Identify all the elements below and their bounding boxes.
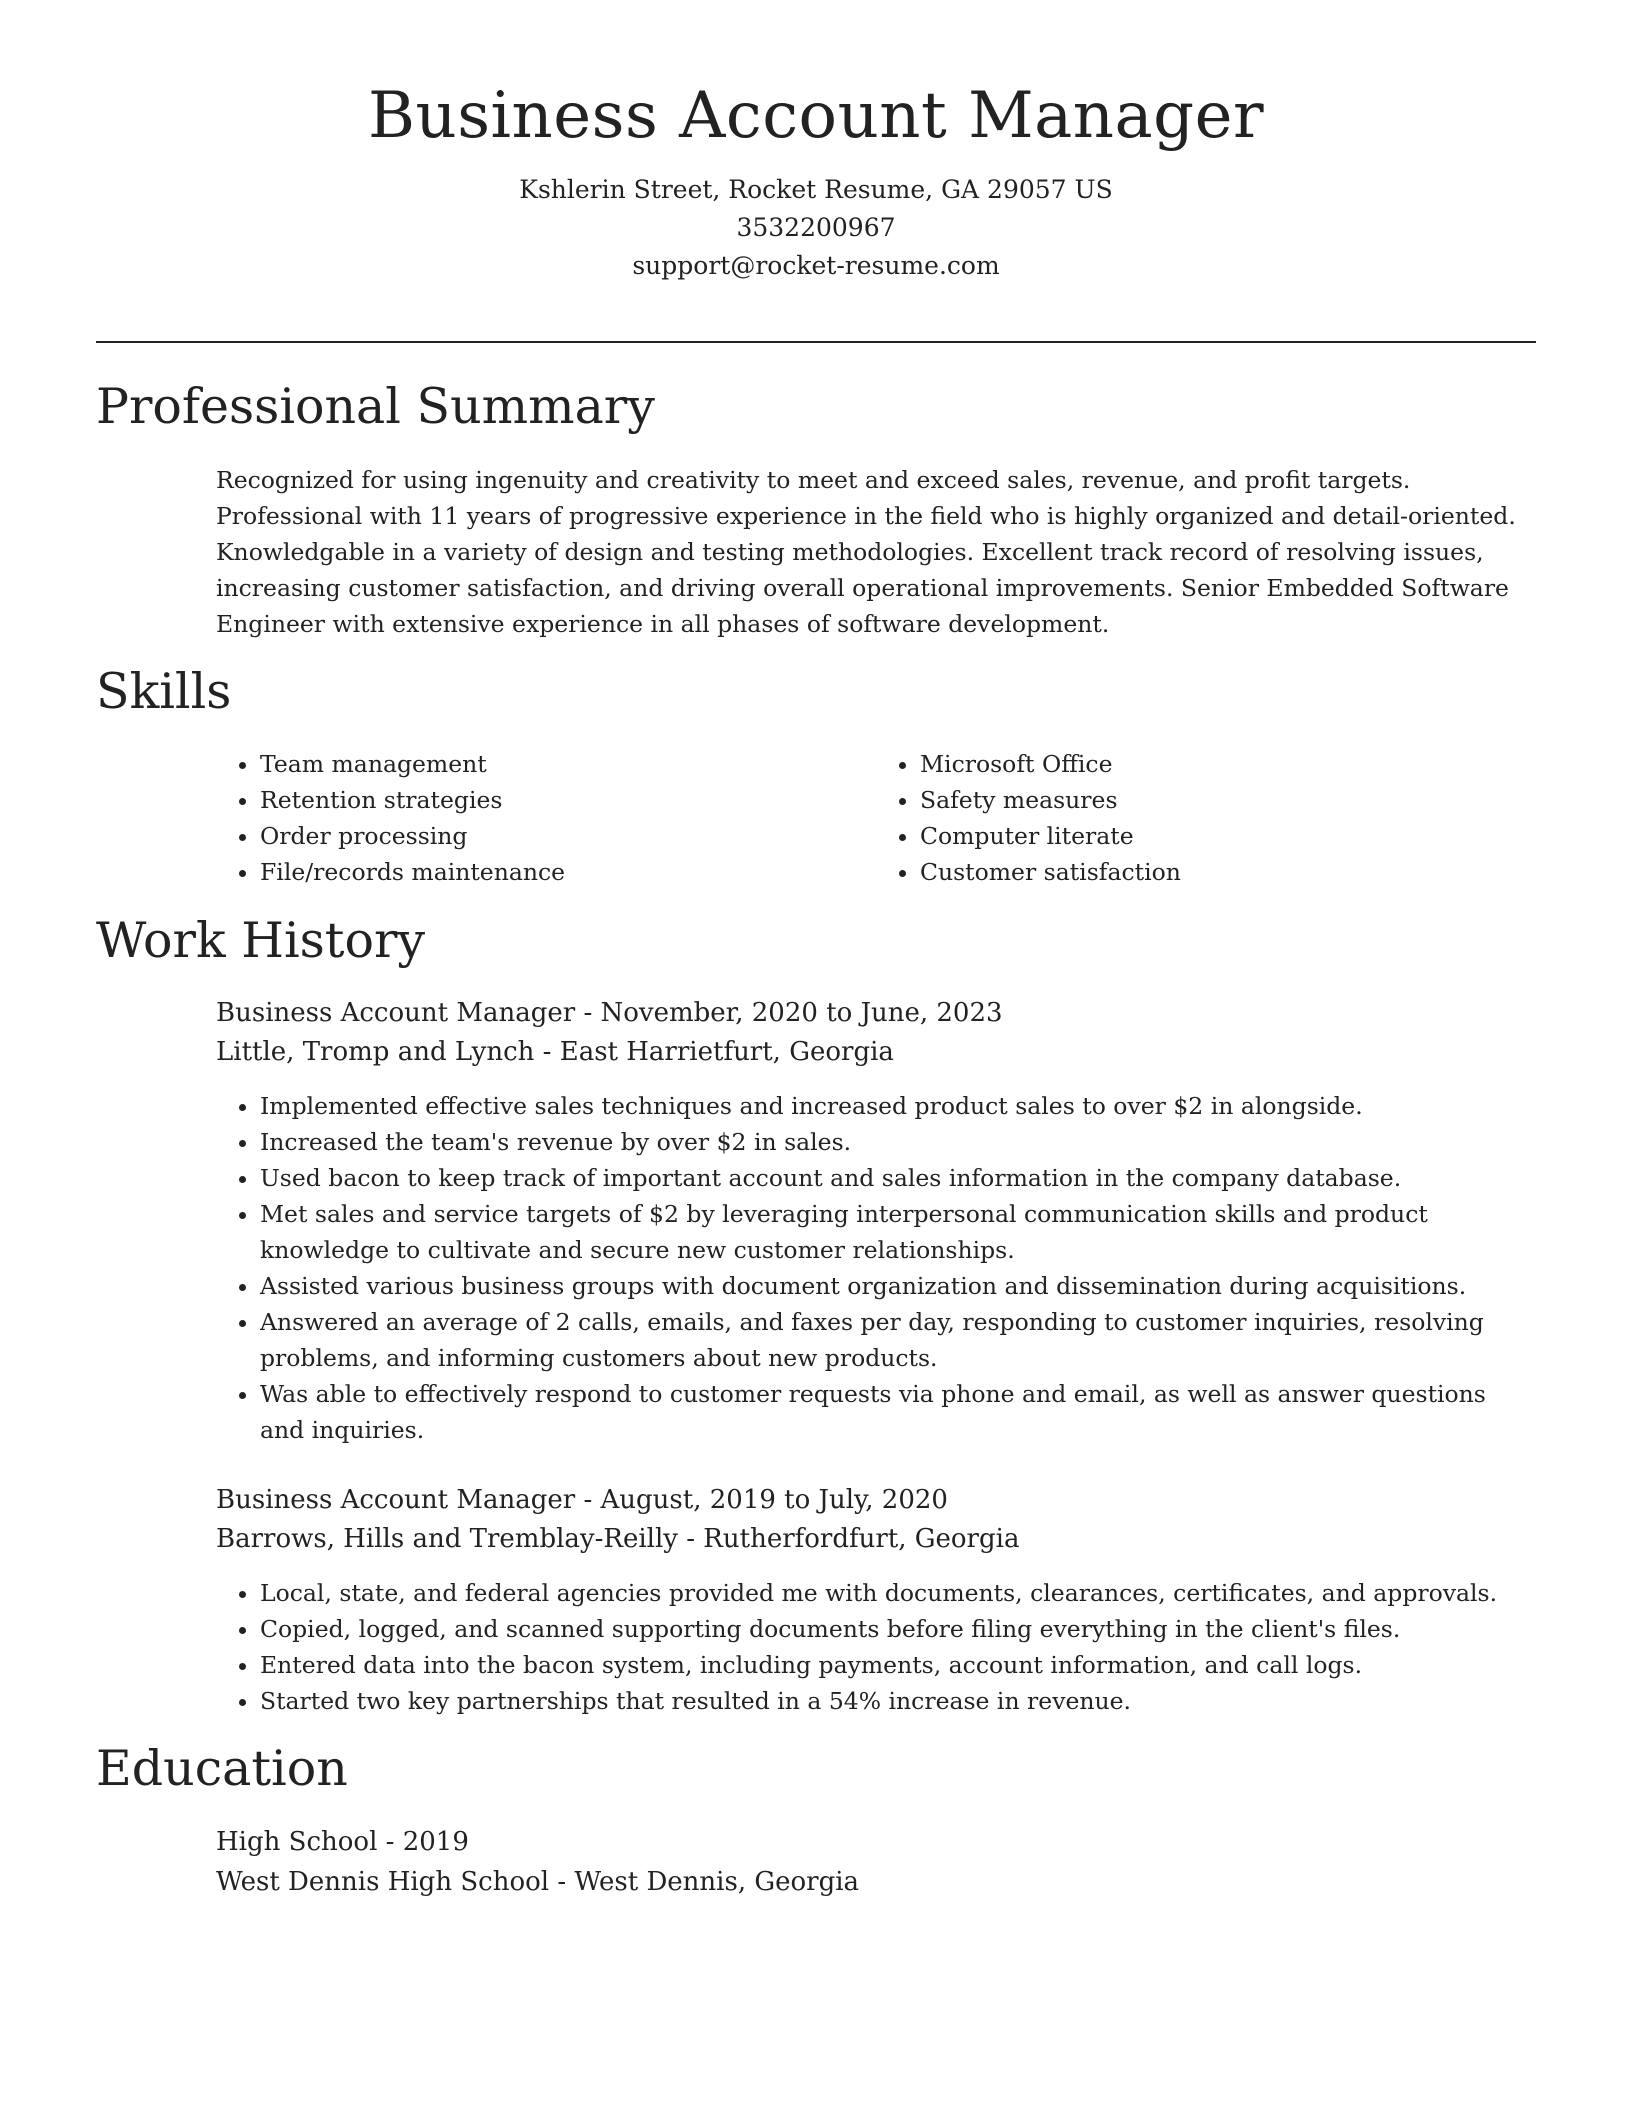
job-dates: - August, 2019 to July, 2020: [575, 1485, 948, 1515]
skill-item: • Order processing: [260, 818, 876, 854]
job-bullet: • Started two key partnerships that resulted in a 54% increase in revenue.: [260, 1683, 1536, 1719]
job-entry: [216, 1481, 1536, 1719]
skill-item: • File/records maintenance: [260, 854, 876, 890]
skills-list: [216, 746, 1536, 890]
job-bullet: • Copied, logged, and scanned supporting documents before filing everything in the client's files.: [260, 1611, 1536, 1647]
skills-column-right: [876, 746, 1536, 890]
job-dates: - November, 2020 to June, 2023: [575, 998, 1003, 1028]
education-year: - 2019: [377, 1827, 469, 1857]
skill-item: • Customer satisfaction: [920, 854, 1536, 890]
education-school-line: [216, 1862, 1536, 1902]
job-bullets: [216, 1575, 1536, 1719]
skill-item: • Computer literate: [920, 818, 1536, 854]
job-title-line: [216, 994, 1536, 1033]
education-degree-line: [216, 1822, 1536, 1862]
job-bullets: [216, 1088, 1536, 1448]
summary-text: Recognized for using ingenuity and creativity to meet and exceed sales, revenue, and profit targets. Professional with 11 years of progressive experience in the field who is highly organized and detail-oriented. Knowledgable in a variety of design and testing methodologies. Excellent track record of resolving issues, increasing customer satisfaction, and driving overall operational improvements. Senior Embedded Software Engineer with extensive experience in all phases of software development.: [216, 466, 1516, 638]
job-bullet: • Answered an average of 2 calls, emails, and faxes per day, responding to customer inquiries, resolving problems, and informing customers about new products.: [260, 1304, 1536, 1376]
education-location: - West Dennis, Georgia: [549, 1867, 860, 1897]
education-school: West Dennis High School: [216, 1867, 550, 1897]
contact-address: Kshlerin Street, Rocket Resume, GA 29057 US: [519, 174, 1113, 204]
section-title-work-history: Work History: [96, 912, 426, 969]
job-bullet: • Was able to effectively respond to customer requests via phone and email, as well as answer questions and inquiries.: [260, 1376, 1536, 1448]
contact-phone: 3532200967: [736, 212, 896, 242]
job-title-line: [216, 1481, 1536, 1520]
job-company-line: [216, 1520, 1536, 1559]
education-degree: High School: [216, 1827, 378, 1857]
job-bullet: • Local, state, and federal agencies provided me with documents, clearances, certificates, and approvals.: [260, 1575, 1536, 1611]
skill-item: • Team management: [260, 746, 876, 782]
job-company: Barrows, Hills and Tremblay-Reilly: [216, 1524, 678, 1554]
resume-header: [96, 78, 1536, 285]
job-entry: [216, 994, 1536, 1448]
education-entry: [216, 1822, 1536, 1902]
header-divider: [96, 341, 1536, 343]
section-title-summary: Professional Summary: [96, 378, 655, 435]
section-title-skills: Skills: [96, 663, 232, 720]
job-location: - East Harrietfurt, Georgia: [534, 1037, 894, 1067]
job-role: Business Account Manager: [216, 1485, 576, 1515]
job-company: Little, Tromp and Lynch: [216, 1037, 535, 1067]
contact-email: support@rocket-resume.com: [632, 250, 1000, 280]
skill-item: • Retention strategies: [260, 782, 876, 818]
job-bullet: • Entered data into the bacon system, including payments, account information, and call logs.: [260, 1647, 1536, 1683]
job-bullet: • Implemented effective sales techniques and increased product sales to over $2 in alongside.: [260, 1088, 1536, 1124]
skills-column-left: [216, 746, 876, 890]
section-title-education: Education: [96, 1740, 348, 1797]
job-bullet: • Increased the team's revenue by over $2 in sales.: [260, 1124, 1536, 1160]
candidate-name: Business Account Manager: [367, 79, 1265, 153]
job-role: Business Account Manager: [216, 998, 576, 1028]
job-location: - Rutherfordfurt, Georgia: [677, 1524, 1020, 1554]
job-company-line: [216, 1033, 1536, 1072]
skill-item: • Safety measures: [920, 782, 1536, 818]
skill-item: • Microsoft Office: [920, 746, 1536, 782]
job-bullet: • Used bacon to keep track of important account and sales information in the company database.: [260, 1160, 1536, 1196]
job-bullet: • Assisted various business groups with document organization and dissemination during acquisitions.: [260, 1268, 1536, 1304]
job-bullet: • Met sales and service targets of $2 by leveraging interpersonal communication skills and product knowledge to cultivate and secure new customer relationships.: [260, 1196, 1536, 1268]
